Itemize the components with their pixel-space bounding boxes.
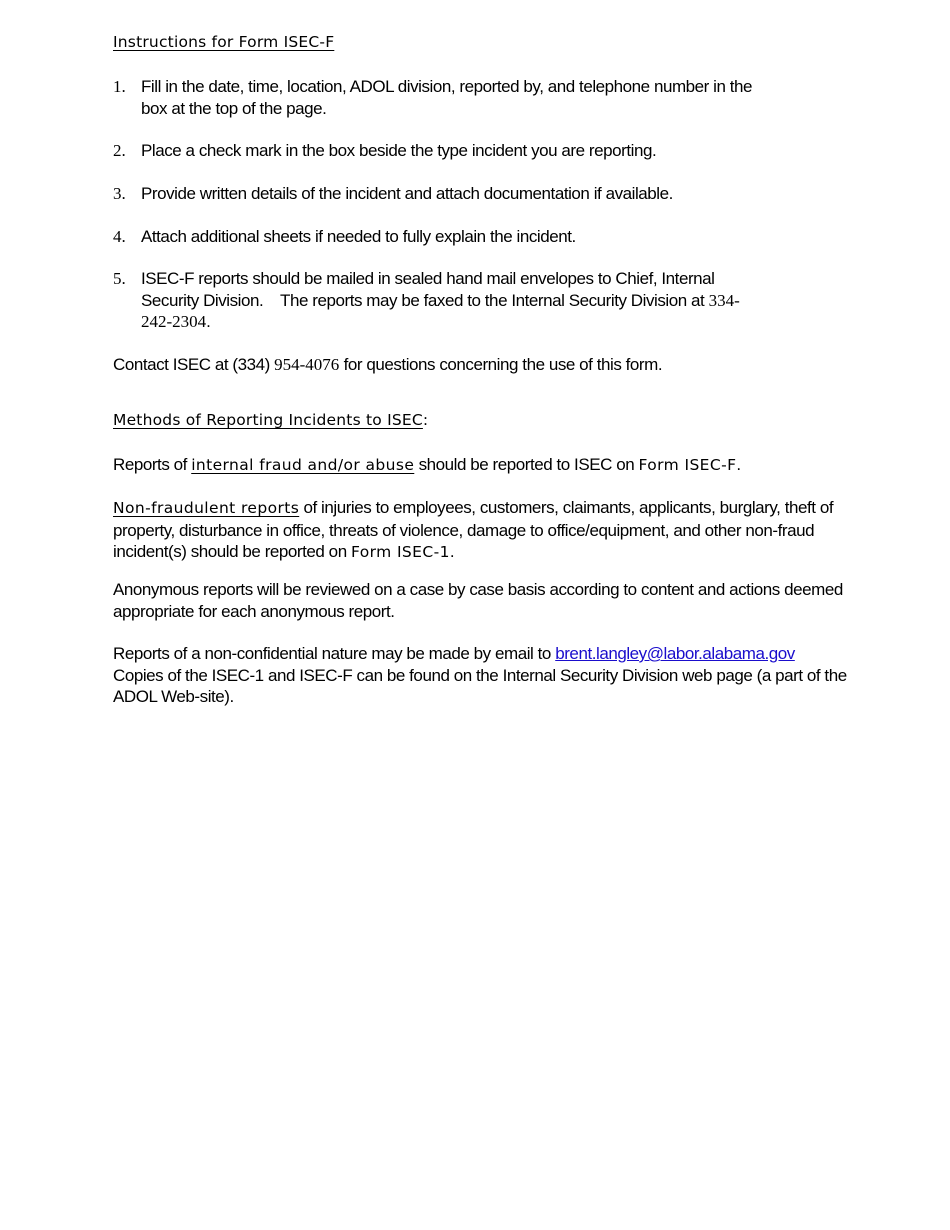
fraud-paragraph: [113, 454, 848, 477]
methods-heading-text: Methods of Reporting Incidents to ISEC: [113, 411, 423, 429]
step-item: [113, 140, 848, 162]
contact-text-end: for questions concerning the use of this form.: [343, 355, 663, 374]
fraud-text-end: .: [736, 455, 741, 474]
step-number: 2.: [113, 141, 126, 160]
step-text: Fill in the date, time, location, ADOL division, reported by, and telephone number in the box at the top of the page.: [141, 77, 753, 118]
step-item: [113, 76, 848, 119]
nonfraud-text-end: .: [449, 542, 455, 561]
step-text: Place a check mark in the box beside the type incident you are reporting.: [141, 141, 657, 160]
fax-number: 334-242-2304: [141, 290, 740, 331]
form-name: Form ISEC-F: [638, 456, 737, 474]
step-number: 3.: [113, 184, 126, 203]
contact-text: Contact ISEC at (334): [113, 355, 270, 374]
web-page-text: Copies of the ISEC-1 and ISEC-F can be found on the Internal Security Division web page (a part of the ADOL Web-site).: [113, 665, 847, 706]
step-text: [141, 268, 753, 333]
methods-heading-colon: :: [422, 411, 429, 429]
step-text: Attach additional sheets if needed to fully explain the incident.: [141, 227, 576, 246]
email-text: Reports of a non-confidential nature may be made by email to: [113, 644, 551, 663]
step-item: [113, 183, 848, 205]
step-text-main: ISEC-F reports should be mailed in sealed hand mail envelopes to Chief, Internal Security Division. The reports may be faxed to the Internal Security Division at: [141, 269, 719, 310]
anonymous-paragraph: Anonymous reports will be reviewed on a case by case basis according to content and actions deemed appropriate for each anonymous report.: [113, 580, 843, 621]
methods-heading: [113, 411, 428, 429]
step-number: 4.: [113, 227, 126, 246]
contact-phone: 954-4076: [274, 355, 340, 374]
form-name: Form ISEC-1: [350, 543, 450, 561]
step-text: Provide written details of the incident and attach documentation if available.: [141, 184, 673, 203]
nonfraud-text: of injuries to employees, customers, claimants, applicants, burglary, theft of property, disturbance in office, threats of violence, damage to office/equipment, and other non-fraud incident(s) should be reported on: [113, 498, 834, 561]
step-item: [113, 226, 848, 248]
step-number: 1.: [113, 77, 126, 96]
email-paragraph: [113, 643, 848, 708]
nonfraud-term: Non-fraudulent reports: [113, 499, 300, 517]
fraud-term: internal fraud and/or abuse: [191, 456, 415, 474]
step-item: [113, 268, 848, 333]
instructions-heading: Instructions for Form ISEC-F: [113, 33, 335, 51]
step-number: 5.: [113, 269, 126, 288]
nonfraud-paragraph: [113, 497, 848, 564]
email-link[interactable]: brent.langley@labor.alabama.gov: [555, 644, 795, 663]
step-text-end: .: [206, 312, 211, 331]
fraud-text: Reports of: [113, 455, 187, 474]
contact-line: [113, 354, 848, 376]
fraud-text-middle: should be reported to ISEC on: [418, 455, 635, 474]
